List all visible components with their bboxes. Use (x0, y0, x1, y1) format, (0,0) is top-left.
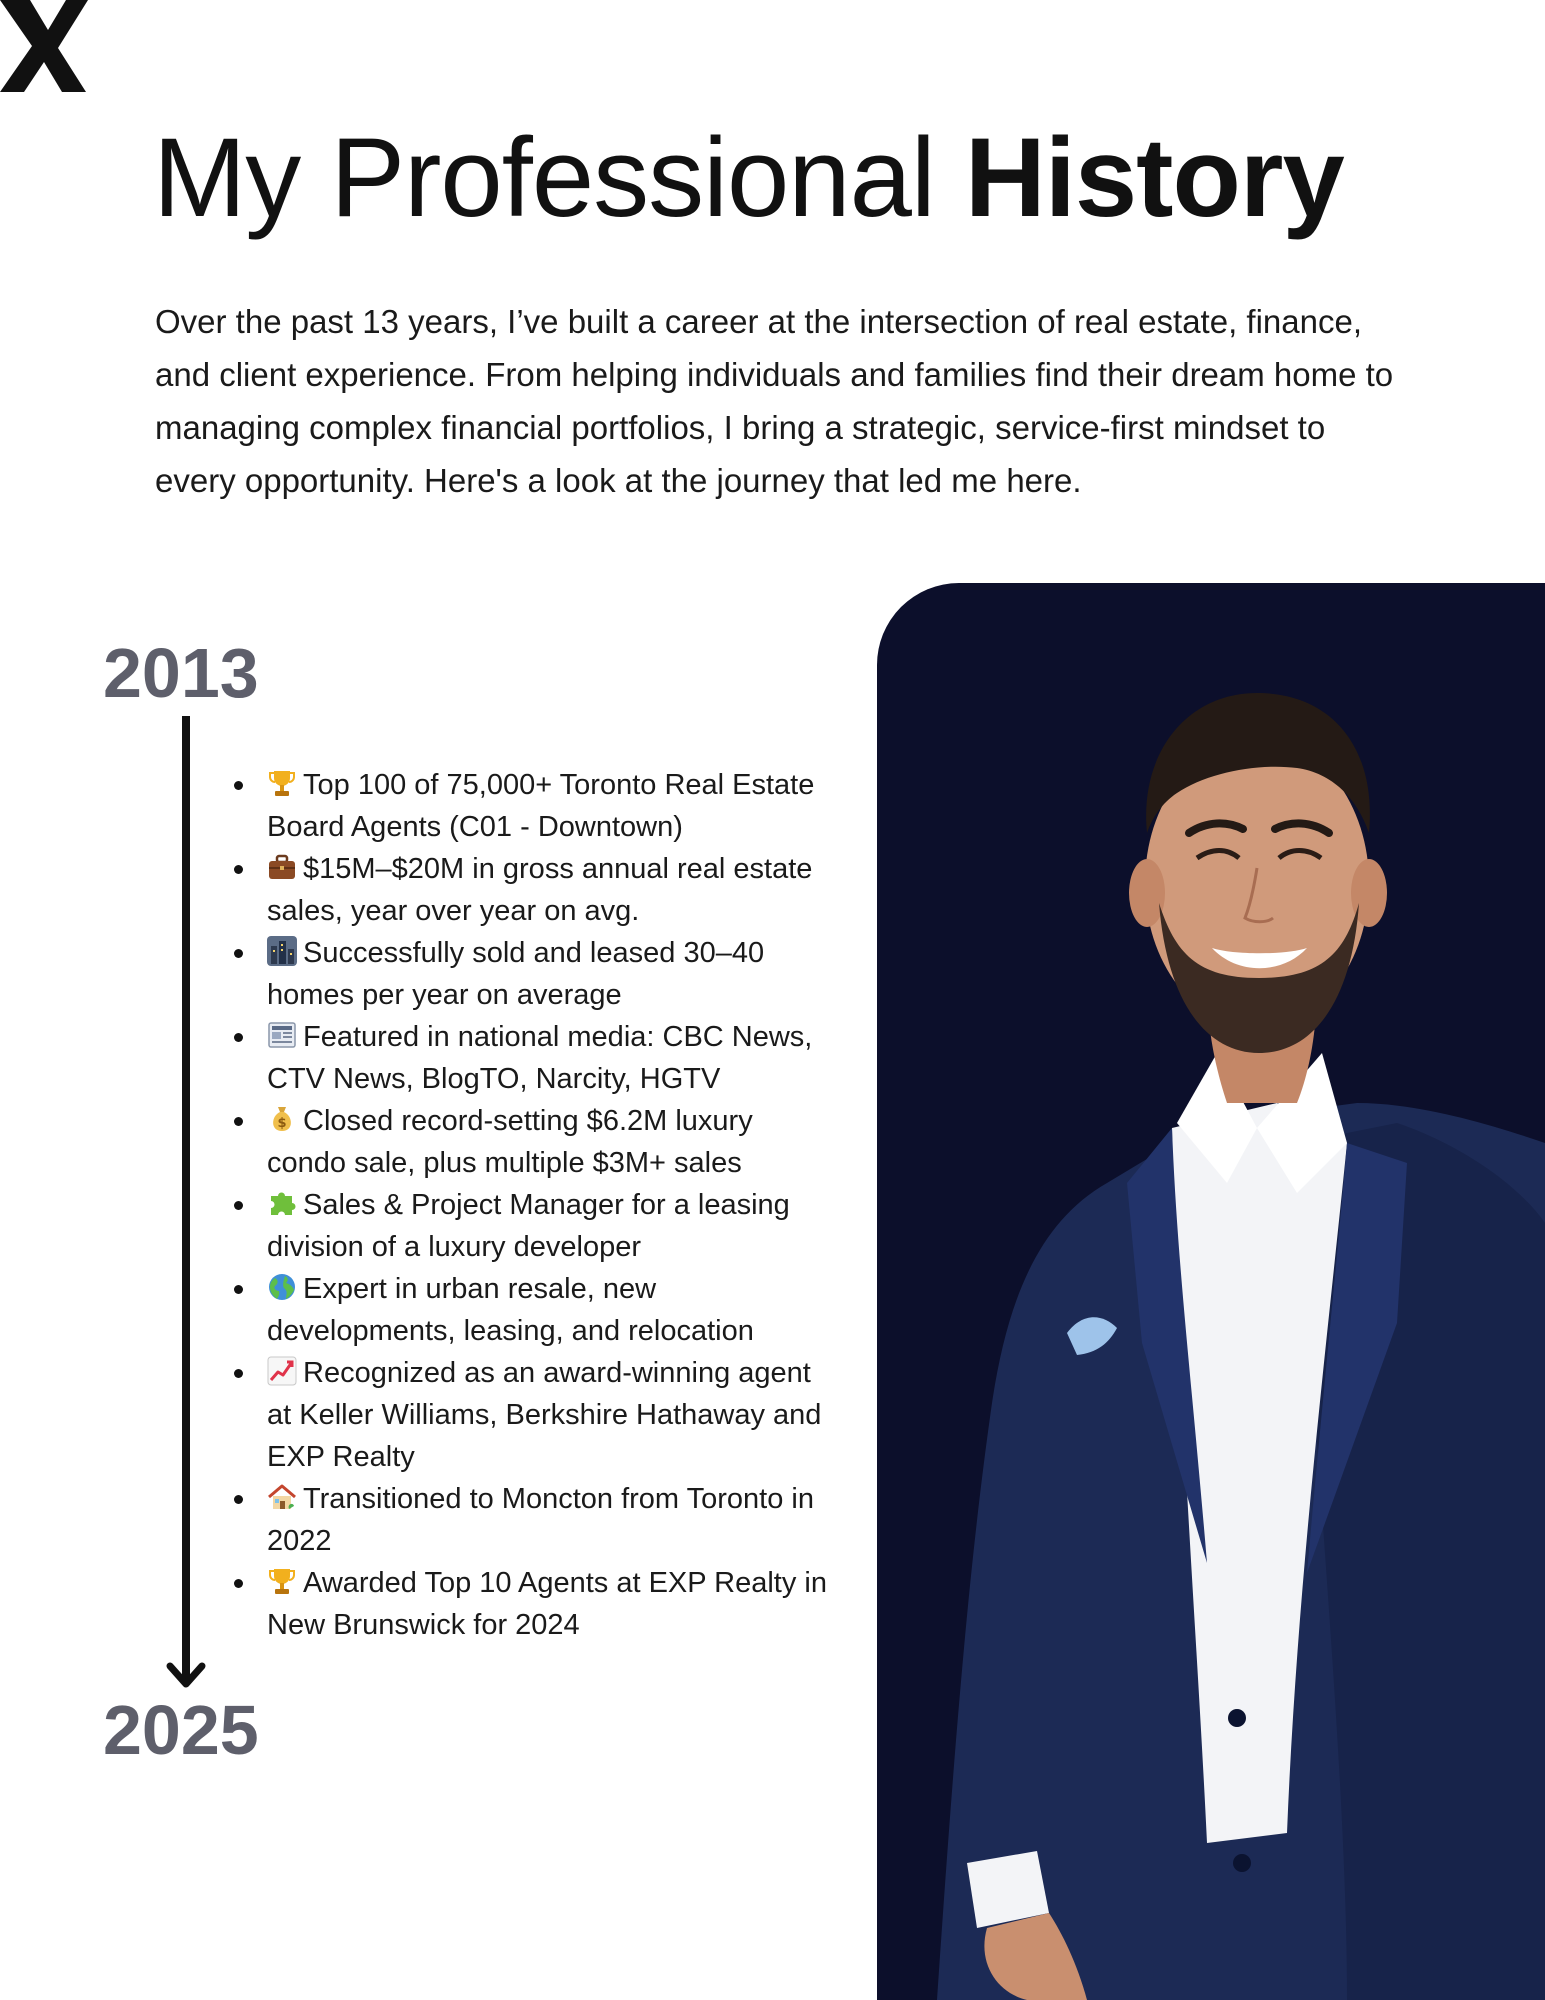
portrait-panel (877, 583, 1545, 2000)
city-icon (267, 936, 297, 966)
list-item (267, 1100, 827, 1184)
globe-icon (267, 1272, 297, 1302)
page-title-bold: History (964, 115, 1344, 240)
list-item (267, 1478, 827, 1562)
trophy-icon (267, 768, 297, 798)
list-item-text: Transitioned to Moncton from Toronto in 2022 (267, 1483, 814, 1557)
list-item-text: Featured in national media: CBC News, CTV News, BlogTO, Narcity, HGTV (267, 1021, 813, 1095)
newspaper-icon (267, 1020, 297, 1050)
timeline-end-year: 2025 (103, 1691, 259, 1769)
timeline-start-year: 2013 (103, 634, 259, 712)
list-item (267, 848, 827, 932)
list-item-text: Expert in urban resale, new developments, leasing, and relocation (267, 1273, 754, 1347)
intro-paragraph: Over the past 13 years, I’ve built a career at the intersection of real estate, finance, and client experience. From helping individuals and families find their dream home to managing complex financial portfolios, I bring a strategic, service-first mindset to every opportunity. Here's a look at the journey that led me here. (155, 303, 1394, 499)
list-item-text: Closed record-setting $6.2M luxury condo sale, plus multiple $3M+ sales (267, 1105, 753, 1179)
achievements-list (267, 764, 827, 1646)
briefcase-icon (267, 852, 297, 882)
list-item (267, 1184, 827, 1268)
list-item-text: Awarded Top 10 Agents at EXP Realty in New Brunswick for 2024 (267, 1567, 827, 1641)
list-item-text: Successfully sold and leased 30–40 homes per year on average (267, 937, 765, 1011)
list-item-text: $15M–$20M in gross annual real estate sales, year over year on avg. (267, 853, 813, 927)
money-bag-icon (267, 1104, 297, 1134)
chart-up-icon (267, 1356, 297, 1386)
list-item (267, 1016, 827, 1100)
list-item-text: Recognized as an award-winning agent at Keller Williams, Berkshire Hathaway and EXP Realty (267, 1357, 822, 1473)
list-item (267, 932, 827, 1016)
list-item (267, 1352, 827, 1478)
puzzle-icon (267, 1188, 297, 1218)
page-title-light: My Professional (153, 115, 965, 240)
timeline-arrow (160, 716, 212, 1694)
list-item (267, 764, 827, 848)
list-item-text: Sales & Project Manager for a leasing division of a luxury developer (267, 1189, 790, 1263)
house-icon (267, 1482, 297, 1512)
list-item-text: Top 100 of 75,000+ Toronto Real Estate Board Agents (C01 - Downtown) (267, 769, 815, 843)
page-title (153, 112, 1344, 244)
trophy-icon (267, 1566, 297, 1596)
brand-x-logo (0, 0, 92, 92)
svg-text:$: $ (277, 1116, 287, 1131)
portrait-photo (877, 583, 1545, 2000)
list-item (267, 1562, 827, 1646)
list-item (267, 1268, 827, 1352)
